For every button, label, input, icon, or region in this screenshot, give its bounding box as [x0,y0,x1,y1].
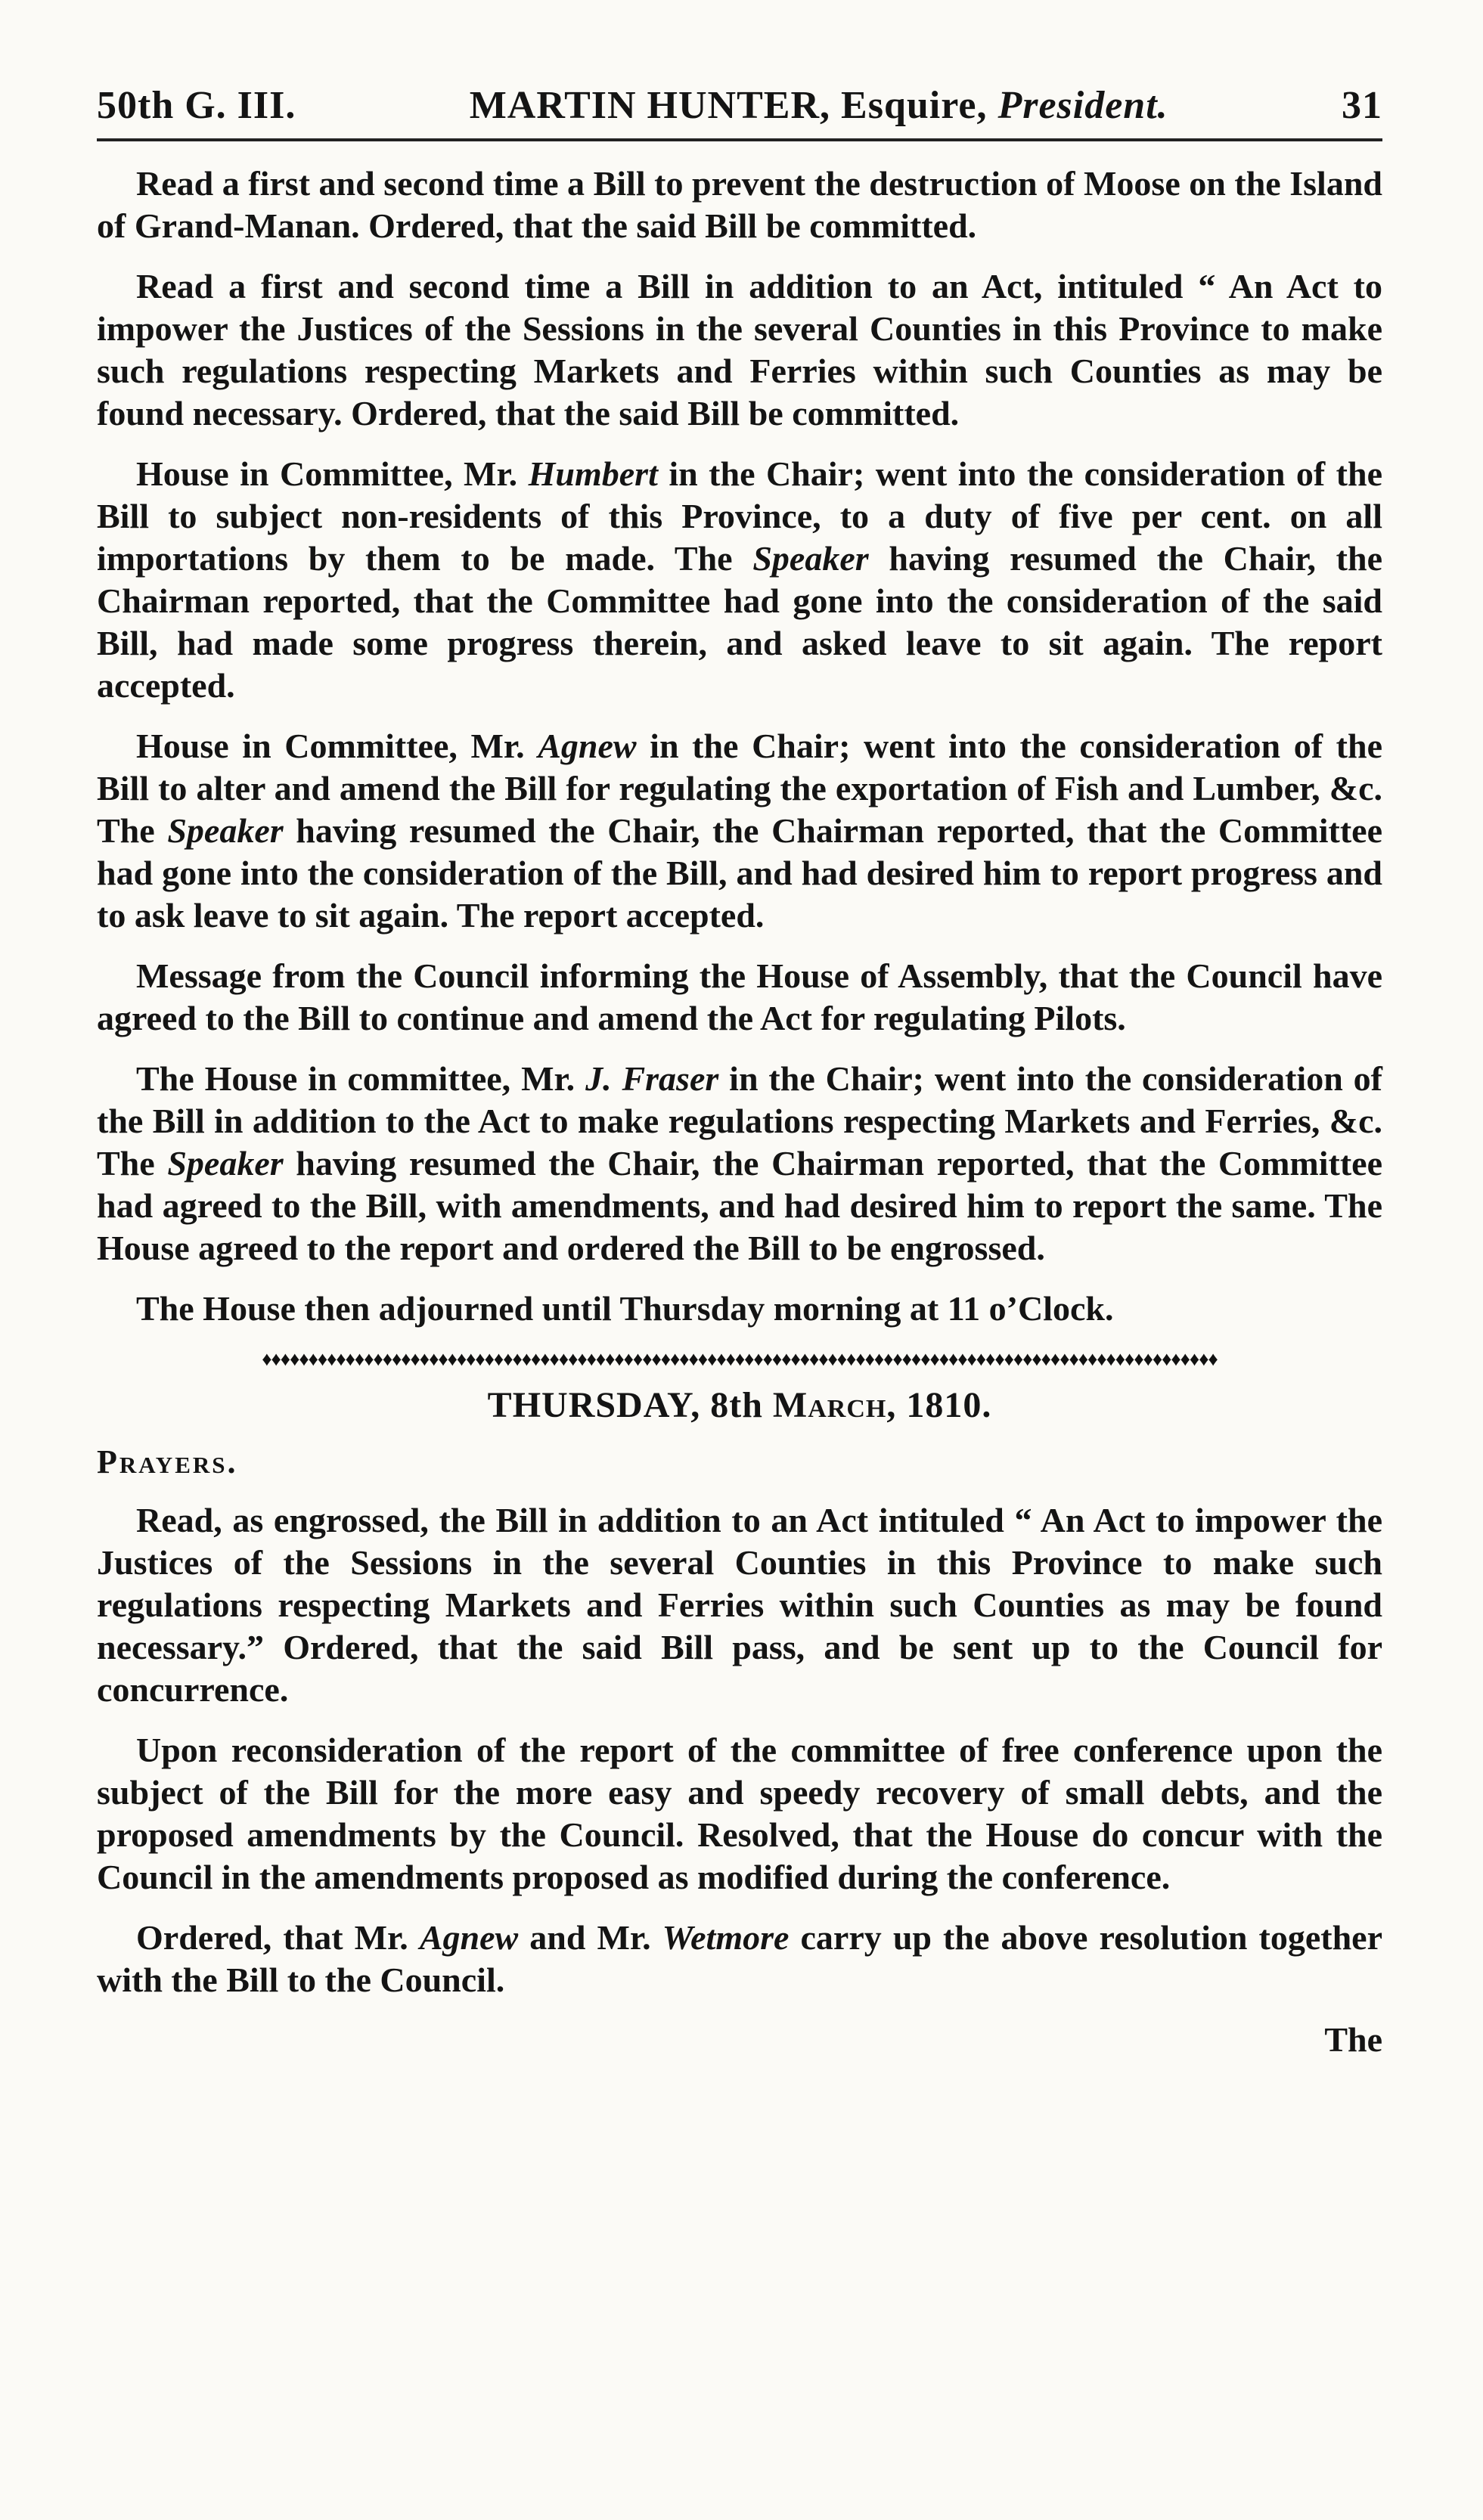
italic-name: Humbert [528,454,658,493]
italic-name: Speaker [167,811,284,850]
italic-name: Agnew [419,1918,519,1957]
paragraph-text: House in Committee, Mr. [136,454,529,493]
paragraph-text: Read a first and second time a Bill in addition to an Act, intituled “ An Act to impower the Justices of the Sessions in the several Counties in this Province to make such regulations respecting Markets and Ferries within such Counties as may be found necessary. Ordered, that the said Bill be committed. [97,267,1382,432]
journal-paragraph [97,1288,1382,1330]
journal-paragraph [97,725,1382,937]
paragraph-text: in the Chair; went into the consideration of the Bill in addition to the Act to make regulations respecting Markets and Ferries, &c. The [97,1059,1382,1183]
paragraph-text: Read a first and second time a Bill to prevent the destruction of Moose on the Island of Grand-Manan. Ordered, that the said Bill be committed. [97,164,1382,245]
paragraph-text: having resumed the Chair, the Chairman reported, that the Committee had gone into the consideration of the said Bill, had made some progress therein, and asked leave to sit again. The report accepted. [97,539,1382,705]
journal-paragraph [97,955,1382,1040]
journal-paragraph [97,1917,1382,2001]
paragraph-text: carry up the above resolution together with the Bill to the Council. [97,1918,1382,1999]
paragraph-text: having resumed the Chair, the Chairman reported, that the Committee had agreed to the Bill, with amendments, and had desired him to report the same. The House agreed to the report and ordered the Bill to be engrossed. [97,1144,1382,1267]
session-label: 50th G. III. [97,84,296,127]
day-heading-month: March, [772,1385,897,1425]
paragraph-text: Message from the Council informing the House of Assembly, that the Council have agreed to the Bill to continue and amend the Act for regulating Pilots. [97,956,1382,1037]
paragraph-text: The House in committee, Mr. [136,1059,586,1098]
paragraph-text: in the Chair; went into the consideration of the Bill to subject non-residents of this Province, to a duty of five per cent. on all importations by them to be made. The [97,454,1382,578]
paragraph-text: and Mr. [518,1918,662,1957]
journal-paragraph [97,1729,1382,1899]
paragraph-text: House in Committee, Mr. [136,727,538,765]
italic-name: J. Fraser [585,1059,719,1098]
day-heading-year: 1810. [906,1385,992,1425]
paragraph-text: The House then adjourned until Thursday morning at 11 o’Clock. [136,1289,1114,1328]
paragraph-text: Read, as engrossed, the Bill in addition to an Act intituled “ An Act to impower the Justices of the Sessions in the several Counties in this Province to make such regulations respecting Markets and Ferries within such Counties as may be found necessary.” Ordered, that the said Bill pass, and be sent up to the Council for concurrence. [97,1501,1382,1709]
italic-name: Wetmore [662,1918,790,1957]
journal-page [97,83,1382,2060]
journal-paragraph [97,163,1382,247]
president-role: President. [997,84,1168,127]
ornamental-divider: ♦♦♦♦♦♦♦♦♦♦♦♦♦♦♦♦♦♦♦♦♦♦♦♦♦♦♦♦♦♦♦♦♦♦♦♦♦♦♦♦♦♦♦♦♦♦♦♦♦♦♦♦♦♦♦♦♦♦♦♦♦♦♦♦♦♦♦♦♦♦♦♦♦♦♦♦♦♦♦♦♦♦♦♦♦♦♦♦♦♦♦♦♦♦♦♦♦♦♦♦♦♦♦ [262,1348,1218,1370]
page-title [296,83,1342,128]
paragraph-text: in the Chair; went into the consideration of the Bill to alter and amend the Bill for regulating the exportation of Fish and Lumber, &c. The [97,727,1382,850]
paragraph-text: Ordered, that Mr. [136,1918,420,1957]
thursday-entries [97,1499,1382,2001]
paragraph-text: having resumed the Chair, the Chairman reported, that the Committee had gone into the consideration of the Bill, and had desired him to report progress and to ask leave to sit again. The report accepted. [97,811,1382,935]
prayers-label: Prayers. [97,1443,238,1480]
day-heading-day: THURSDAY, 8th [487,1385,763,1425]
page-number: 31 [1342,84,1382,127]
journal-body [97,163,1382,2060]
italic-name: Speaker [752,539,869,578]
italic-name: Speaker [167,1144,284,1183]
running-head [97,83,1382,141]
journal-paragraph [97,1058,1382,1269]
journal-paragraph [97,265,1382,435]
president-name: MARTIN HUNTER, Esquire, [469,84,988,127]
journal-paragraph [97,1499,1382,1711]
paragraph-text: Upon reconsideration of the report of the committee of free conference upon the subject of the Bill for the more easy and speedy recovery of small debts, and the proposed amendments by the Council. Resolved, that the House do concur with the Council in the amendments proposed as modified during the conference. [97,1731,1382,1896]
catchword: The [1324,2020,1382,2059]
day-heading [97,1384,1382,1426]
italic-name: Agnew [538,727,637,765]
wednesday-entries [97,163,1382,1330]
journal-paragraph [97,453,1382,707]
